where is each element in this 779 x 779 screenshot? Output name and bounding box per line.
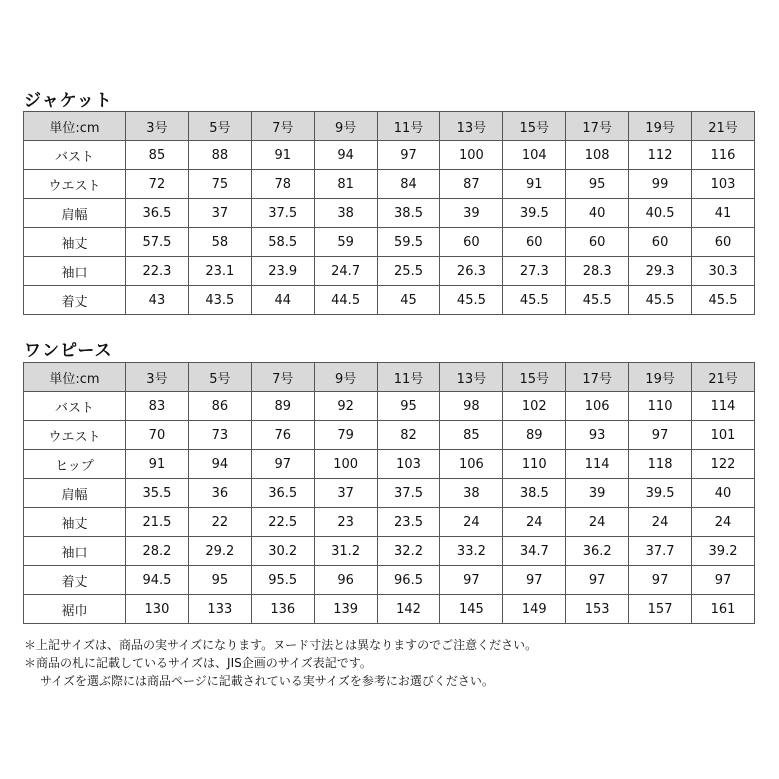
measurement-value: 36 [188, 479, 251, 508]
measurement-value: 130 [126, 595, 189, 624]
jacket-size-table [23, 111, 755, 315]
measurement-row [24, 421, 755, 450]
measurement-value: 133 [188, 595, 251, 624]
measurement-value: 94 [314, 141, 377, 170]
measurement-value: 102 [503, 392, 566, 421]
measurement-value: 24 [692, 508, 755, 537]
measurement-value: 44.5 [314, 286, 377, 315]
measurement-value: 106 [566, 392, 629, 421]
measurement-value: 28.3 [566, 257, 629, 286]
measurement-value: 161 [692, 595, 755, 624]
measurement-value: 106 [440, 450, 503, 479]
measurement-value: 76 [251, 421, 314, 450]
measurement-value: 43 [126, 286, 189, 315]
measurement-value: 45.5 [440, 286, 503, 315]
measurement-value: 94 [188, 450, 251, 479]
measurement-value: 96.5 [377, 566, 440, 595]
measurement-value: 45.5 [629, 286, 692, 315]
measurement-value: 145 [440, 595, 503, 624]
measurement-value: 60 [566, 228, 629, 257]
measurement-value: 110 [629, 392, 692, 421]
measurement-value: 57.5 [126, 228, 189, 257]
measurement-value: 104 [503, 141, 566, 170]
measurement-row [24, 595, 755, 624]
measurement-value: 114 [566, 450, 629, 479]
measurement-value: 37.5 [377, 479, 440, 508]
measurement-value: 35.5 [126, 479, 189, 508]
measurement-value: 24 [503, 508, 566, 537]
size-header: 17号 [566, 112, 629, 141]
measurement-value: 38.5 [377, 199, 440, 228]
measurement-value: 114 [692, 392, 755, 421]
measurement-value: 95 [377, 392, 440, 421]
size-header: 21号 [692, 112, 755, 141]
measurement-value: 29.2 [188, 537, 251, 566]
measurement-value: 91 [126, 450, 189, 479]
measurement-row [24, 141, 755, 170]
size-header: 11号 [377, 363, 440, 392]
measurement-label: 袖口 [24, 537, 126, 566]
measurement-label: 袖口 [24, 257, 126, 286]
measurement-value: 94.5 [126, 566, 189, 595]
measurement-value: 97 [692, 566, 755, 595]
measurement-label: 着丈 [24, 286, 126, 315]
measurement-value: 38 [314, 199, 377, 228]
measurement-value: 116 [692, 141, 755, 170]
measurement-value: 21.5 [126, 508, 189, 537]
measurement-value: 72 [126, 170, 189, 199]
measurement-value: 97 [629, 566, 692, 595]
size-header: 5号 [188, 363, 251, 392]
measurement-label: 袖丈 [24, 508, 126, 537]
measurement-value: 84 [377, 170, 440, 199]
measurement-value: 92 [314, 392, 377, 421]
measurement-value: 29.3 [629, 257, 692, 286]
measurement-value: 26.3 [440, 257, 503, 286]
measurement-value: 97 [440, 566, 503, 595]
measurement-value: 83 [126, 392, 189, 421]
measurement-value: 43.5 [188, 286, 251, 315]
size-header: 13号 [440, 363, 503, 392]
measurement-value: 58 [188, 228, 251, 257]
measurement-value: 32.2 [377, 537, 440, 566]
measurement-value: 78 [251, 170, 314, 199]
measurement-value: 91 [503, 170, 566, 199]
measurement-value: 103 [377, 450, 440, 479]
measurement-value: 89 [503, 421, 566, 450]
measurement-row [24, 450, 755, 479]
measurement-value: 108 [566, 141, 629, 170]
measurement-value: 31.2 [314, 537, 377, 566]
measurement-value: 85 [440, 421, 503, 450]
measurement-value: 40.5 [629, 199, 692, 228]
measurement-row [24, 228, 755, 257]
measurement-value: 98 [440, 392, 503, 421]
measurement-value: 37 [314, 479, 377, 508]
measurement-value: 39.5 [629, 479, 692, 508]
measurement-value: 39.5 [503, 199, 566, 228]
measurement-value: 95.5 [251, 566, 314, 595]
measurement-label: 肩幅 [24, 479, 126, 508]
unit-label: 単位:cm [24, 363, 126, 392]
measurement-label: 着丈 [24, 566, 126, 595]
size-header: 15号 [503, 112, 566, 141]
measurement-value: 122 [692, 450, 755, 479]
measurement-label: ヒップ [24, 450, 126, 479]
measurement-value: 103 [692, 170, 755, 199]
measurement-value: 70 [126, 421, 189, 450]
measurement-row [24, 286, 755, 315]
jacket-header-row [24, 112, 755, 141]
measurement-label: バスト [24, 392, 126, 421]
measurement-value: 60 [503, 228, 566, 257]
measurement-value: 34.7 [503, 537, 566, 566]
measurement-value: 139 [314, 595, 377, 624]
measurement-value: 97 [629, 421, 692, 450]
measurement-value: 59.5 [377, 228, 440, 257]
size-header: 17号 [566, 363, 629, 392]
measurement-value: 58.5 [251, 228, 314, 257]
measurement-value: 25.5 [377, 257, 440, 286]
measurement-value: 24 [440, 508, 503, 537]
measurement-value: 95 [188, 566, 251, 595]
measurement-row [24, 257, 755, 286]
measurement-value: 23 [314, 508, 377, 537]
measurement-row [24, 479, 755, 508]
measurement-value: 97 [251, 450, 314, 479]
size-header: 19号 [629, 363, 692, 392]
size-header: 13号 [440, 112, 503, 141]
measurement-row [24, 170, 755, 199]
measurement-value: 23.5 [377, 508, 440, 537]
size-header: 19号 [629, 112, 692, 141]
measurement-value: 99 [629, 170, 692, 199]
measurement-value: 60 [440, 228, 503, 257]
measurement-value: 153 [566, 595, 629, 624]
measurement-value: 38.5 [503, 479, 566, 508]
measurement-value: 88 [188, 141, 251, 170]
measurement-value: 60 [629, 228, 692, 257]
measurement-value: 45.5 [692, 286, 755, 315]
size-notes [24, 636, 754, 690]
measurement-label: 肩幅 [24, 199, 126, 228]
measurement-value: 59 [314, 228, 377, 257]
measurement-label: バスト [24, 141, 126, 170]
measurement-value: 91 [251, 141, 314, 170]
measurement-value: 27.3 [503, 257, 566, 286]
measurement-value: 85 [126, 141, 189, 170]
measurement-value: 22.5 [251, 508, 314, 537]
measurement-value: 97 [377, 141, 440, 170]
size-header: 21号 [692, 363, 755, 392]
measurement-value: 36.5 [251, 479, 314, 508]
measurement-value: 36.5 [126, 199, 189, 228]
measurement-value: 45 [377, 286, 440, 315]
measurement-value: 39.2 [692, 537, 755, 566]
measurement-row [24, 508, 755, 537]
size-header: 7号 [251, 112, 314, 141]
measurement-value: 39 [566, 479, 629, 508]
measurement-value: 112 [629, 141, 692, 170]
measurement-value: 118 [629, 450, 692, 479]
measurement-value: 44 [251, 286, 314, 315]
measurement-value: 149 [503, 595, 566, 624]
measurement-value: 136 [251, 595, 314, 624]
measurement-value: 157 [629, 595, 692, 624]
size-header: 9号 [314, 112, 377, 141]
measurement-value: 41 [692, 199, 755, 228]
measurement-value: 24.7 [314, 257, 377, 286]
measurement-value: 79 [314, 421, 377, 450]
measurement-value: 96 [314, 566, 377, 595]
size-header: 7号 [251, 363, 314, 392]
measurement-value: 24 [629, 508, 692, 537]
measurement-row [24, 392, 755, 421]
measurement-row [24, 566, 755, 595]
measurement-label: 袖丈 [24, 228, 126, 257]
measurement-value: 40 [566, 199, 629, 228]
onepiece-section-title: ワンピース [24, 341, 113, 361]
measurement-value: 97 [503, 566, 566, 595]
jacket-section-title: ジャケット [24, 91, 113, 111]
measurement-value: 87 [440, 170, 503, 199]
measurement-value: 40 [692, 479, 755, 508]
size-header: 5号 [188, 112, 251, 141]
size-header: 9号 [314, 363, 377, 392]
note-actual-size: ＊上記サイズは、商品の実サイズになります。ヌード寸法とは異なりますのでご注意ください。 [24, 638, 538, 652]
measurement-value: 36.2 [566, 537, 629, 566]
measurement-label: ウエスト [24, 170, 126, 199]
measurement-value: 39 [440, 199, 503, 228]
measurement-value: 86 [188, 392, 251, 421]
measurement-value: 38 [440, 479, 503, 508]
measurement-value: 95 [566, 170, 629, 199]
measurement-value: 97 [566, 566, 629, 595]
measurement-value: 45.5 [566, 286, 629, 315]
measurement-value: 81 [314, 170, 377, 199]
measurement-value: 37.5 [251, 199, 314, 228]
measurement-value: 23.9 [251, 257, 314, 286]
size-header: 11号 [377, 112, 440, 141]
measurement-value: 89 [251, 392, 314, 421]
measurement-value: 37 [188, 199, 251, 228]
measurement-value: 22.3 [126, 257, 189, 286]
size-header: 3号 [126, 363, 189, 392]
measurement-value: 45.5 [503, 286, 566, 315]
size-header: 3号 [126, 112, 189, 141]
measurement-value: 93 [566, 421, 629, 450]
onepiece-size-table [23, 362, 755, 624]
measurement-value: 22 [188, 508, 251, 537]
measurement-value: 110 [503, 450, 566, 479]
measurement-value: 142 [377, 595, 440, 624]
measurement-value: 28.2 [126, 537, 189, 566]
measurement-value: 23.1 [188, 257, 251, 286]
measurement-value: 24 [566, 508, 629, 537]
measurement-value: 30.2 [251, 537, 314, 566]
measurement-value: 82 [377, 421, 440, 450]
measurement-value: 75 [188, 170, 251, 199]
measurement-row [24, 199, 755, 228]
measurement-value: 37.7 [629, 537, 692, 566]
measurement-label: 裾巾 [24, 595, 126, 624]
measurement-value: 100 [314, 450, 377, 479]
onepiece-header-row [24, 363, 755, 392]
measurement-value: 73 [188, 421, 251, 450]
note-choose-size: サイズを選ぶ際には商品ページに記載されている実サイズを参考にお選びください。 [40, 674, 494, 688]
measurement-value: 33.2 [440, 537, 503, 566]
measurement-row [24, 537, 755, 566]
size-header: 15号 [503, 363, 566, 392]
measurement-value: 101 [692, 421, 755, 450]
note-tag-size: ＊商品の札に記載しているサイズは、JIS企画のサイズ表記です。 [24, 656, 372, 670]
measurement-value: 60 [692, 228, 755, 257]
measurement-value: 30.3 [692, 257, 755, 286]
measurement-label: ウエスト [24, 421, 126, 450]
measurement-value: 100 [440, 141, 503, 170]
unit-label: 単位:cm [24, 112, 126, 141]
